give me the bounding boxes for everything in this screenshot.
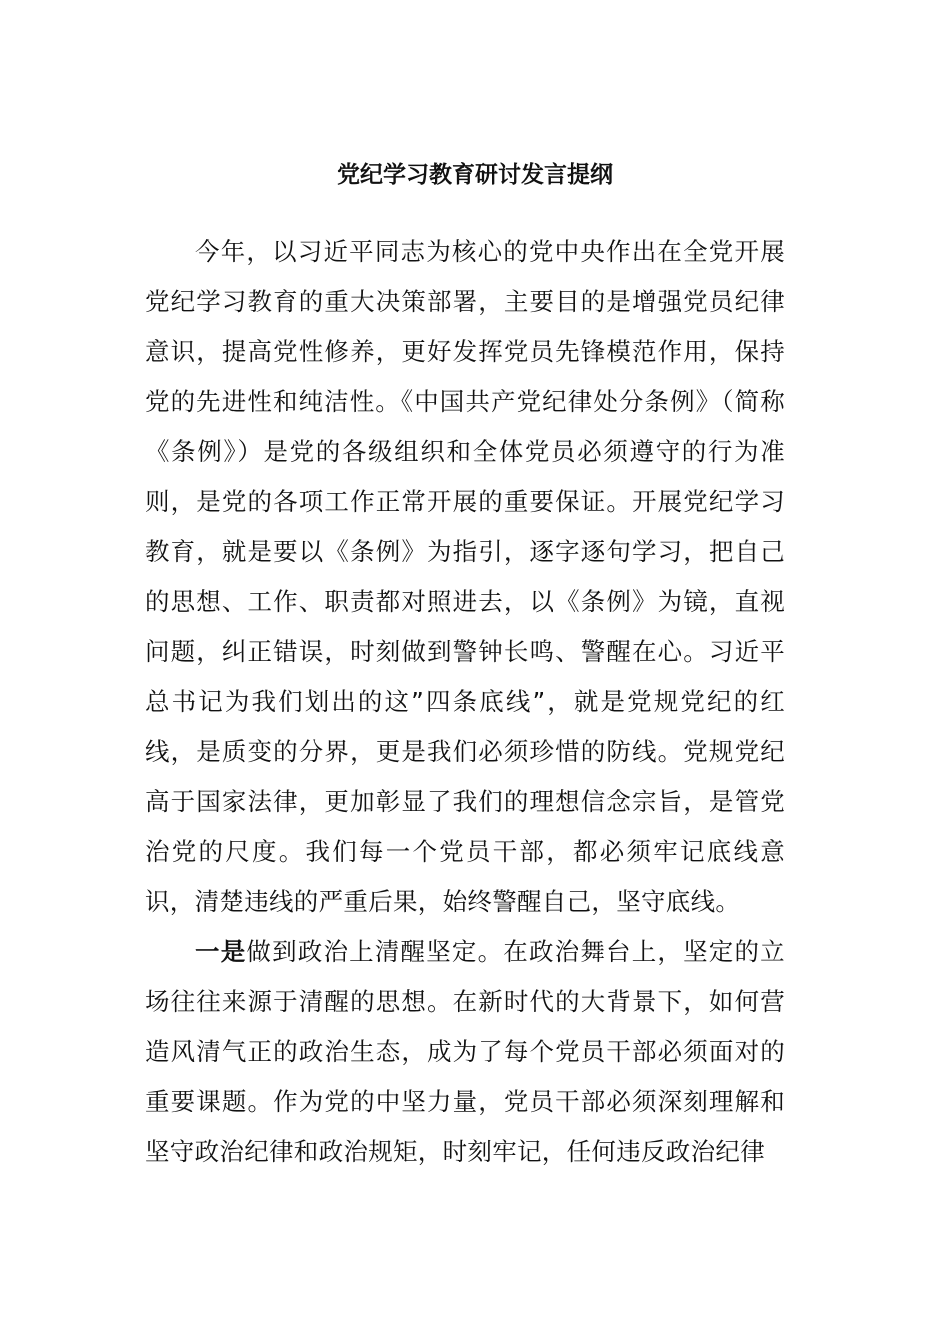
paragraph-intro	[145, 227, 785, 927]
paragraph-intro-text: 今年，以习近平同志为核心的党中央作出在全党开展党纪学习教育的重大决策部署，主要目的是增强党员纪律意识，提高党性修养，更好发挥党员先锋模范作用，保持党的先进性和纯洁性。《中国共产党纪律处分条例》（简称《条例》）是党的各级组织和全体党员必须遵守的行为准则，是党的各项工作正常开展的重要保证。开展党纪学习教育，就是要以《条例》为指引，逐字逐句学习，把自己的思想、工作、职责都对照进去，以《条例》为镜，直视问题，纠正错误，时刻做到警钟长鸣、警醒在心。习近平总书记为我们划出的这”四条底线”，就是党规党纪的红线，是质变的分界，更是我们必须珍惜的防线。党规党纪高于国家法律，更加彰显了我们的理想信念宗旨，是管党治党的尺度。我们每一个党员干部，都必须牢记底线意识，清楚违线的严重后果，始终警醒自己，坚守底线。	[145, 237, 785, 916]
paragraph-point-one	[145, 927, 785, 1177]
document-body	[145, 227, 785, 1177]
paragraph-point-one-text: 做到政治上清醒坚定。在政治舞台上，坚定的立场往往来源于清醒的思想。在新时代的大背景下，如何营造风清气正的政治生态，成为了每个党员干部必须面对的重要课题。作为党的中坚力量，党员干部必须深刻理解和坚守政治纪律和政治规矩，时刻牢记，任何违反政治纪律	[145, 937, 785, 1166]
paragraph-point-one-lead: 一是	[195, 937, 247, 966]
document-title: 党纪学习教育研讨发言提纲	[337, 162, 613, 188]
